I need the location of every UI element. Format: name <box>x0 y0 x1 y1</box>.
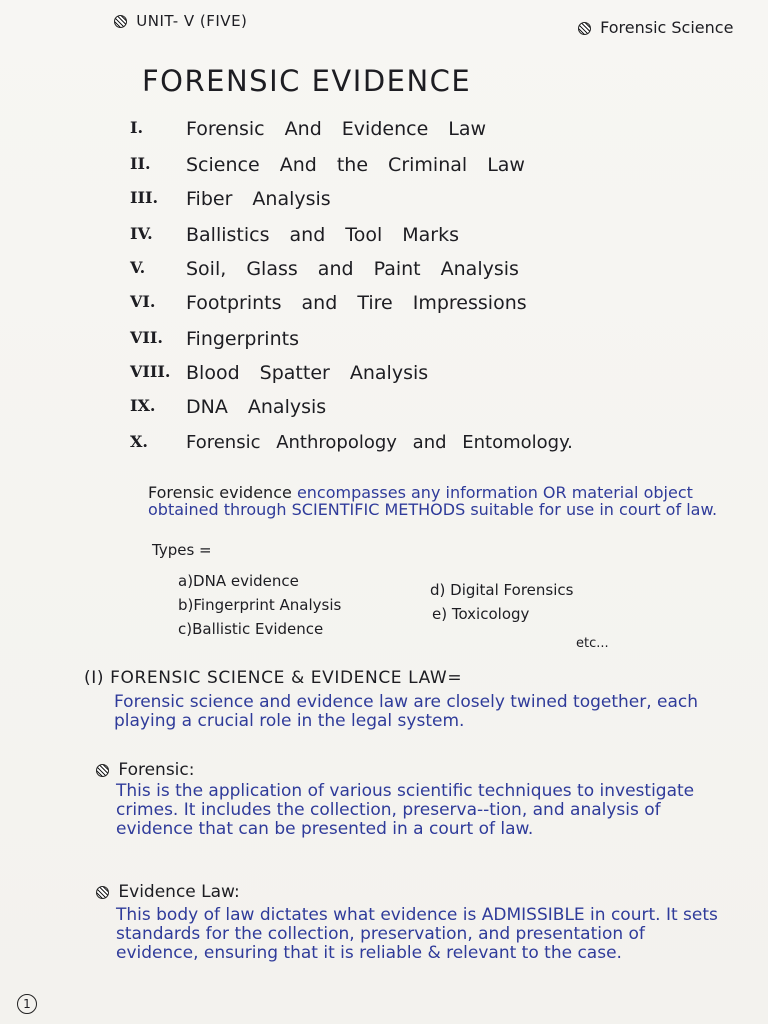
evidence-law-body: This body of law dictates what evidence is ADMISSIBLE in court. It sets standards for the collection, preservation, and presentation of evidence, ensuring that it is reliable & relevant to the case. <box>116 905 718 963</box>
bullet-icon <box>578 22 591 35</box>
toc-number: VIII. <box>130 362 171 381</box>
section-heading: (I) FORENSIC SCIENCE & EVIDENCE LAW= <box>84 668 463 688</box>
bullet-icon <box>114 15 127 28</box>
toc-number: V. <box>130 258 146 277</box>
forensic-heading-text: Forensic: <box>118 760 195 780</box>
forensic-heading <box>96 760 194 780</box>
forensic-body: This is the application of various scientific techniques to investigate crimes. It includes the collection, preserva--tion, and analysis of evidence that can be presented in a court of law. <box>116 781 695 839</box>
type-item: c)Ballistic Evidence <box>178 620 324 638</box>
unit-header <box>114 12 247 30</box>
page-title: FORENSIC EVIDENCE <box>142 64 472 98</box>
type-item-etc: etc... <box>576 636 609 651</box>
toc-label: Fingerprints <box>186 328 299 350</box>
subject-label: Forensic Science <box>600 18 734 37</box>
toc-number: VII. <box>130 328 163 347</box>
bullet-icon <box>96 764 109 777</box>
type-item: d) Digital Forensics <box>430 581 574 599</box>
toc-number: II. <box>130 154 151 173</box>
toc-number: IX. <box>130 396 156 415</box>
intro-term: Forensic evidence <box>148 483 292 502</box>
toc-label: Science And the Criminal Law <box>186 154 525 176</box>
subject-header <box>578 18 733 37</box>
toc-number: VI. <box>130 292 156 311</box>
section-body: Forensic science and evidence law are closely twined together, each playing a crucial role in the legal system. <box>114 692 699 731</box>
toc-number: I. <box>130 118 144 137</box>
evidence-law-heading-text: Evidence Law: <box>118 882 240 902</box>
toc-label: DNA Analysis <box>186 396 327 418</box>
bullet-icon <box>96 886 109 899</box>
toc-number: III. <box>130 188 159 207</box>
unit-label: UNIT- V (FIVE) <box>136 12 248 30</box>
types-label: Types = <box>152 541 212 559</box>
type-item: e) Toxicology <box>432 605 530 623</box>
toc-label: Blood Spatter Analysis <box>186 362 429 384</box>
intro-text: encompasses any information OR material object obtained through SCIENTIFIC METHODS suitable for use in court of law. <box>148 483 718 519</box>
toc-label: Ballistics and Tool Marks <box>186 224 460 246</box>
type-item: a)DNA evidence <box>178 572 299 590</box>
toc-label: Footprints and Tire Impressions <box>186 292 527 314</box>
intro-paragraph <box>148 484 748 518</box>
toc-label: Forensic And Evidence Law <box>186 118 487 140</box>
type-item: b)Fingerprint Analysis <box>178 596 342 614</box>
page-number: 1 <box>17 994 37 1014</box>
toc-label: Soil, Glass and Paint Analysis <box>186 258 519 280</box>
toc-label: Fiber Analysis <box>186 188 331 210</box>
evidence-law-heading <box>96 882 240 902</box>
toc-number: IV. <box>130 224 153 243</box>
toc-label: Forensic Anthropology and Entomology. <box>186 432 573 453</box>
toc-number: X. <box>130 432 148 451</box>
